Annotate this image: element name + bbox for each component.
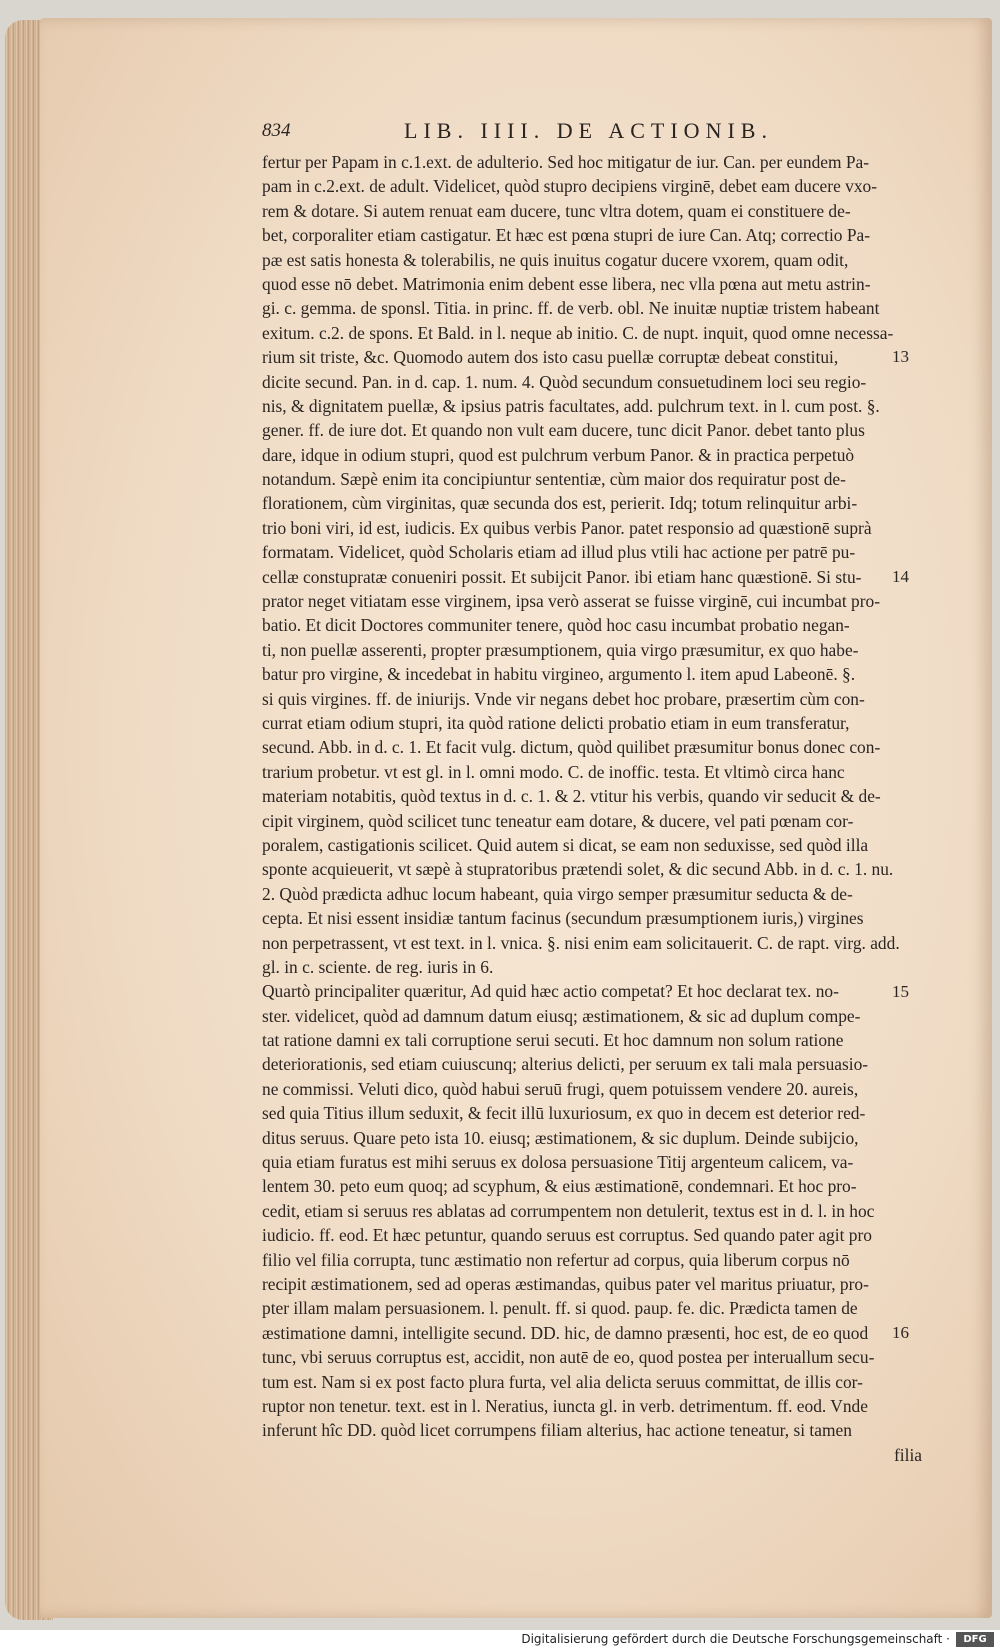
text-line: cellæ constupratæ conueniri possit. Et subijcit Panor. ibi etiam hanc quæstionē. Si stu-	[262, 566, 862, 587]
text-line: tat ratione damni ex tali corruptione serui secuti. Et hoc damnum non solum ratione	[262, 1030, 844, 1051]
text-line: dicite secund. Pan. in d. cap. 1. num. 4. Quòd secundum consuetudinem loci seu regio-	[262, 371, 867, 392]
page-number: 834	[262, 120, 291, 141]
text-line: cipit virginem, quòd scilicet tunc teneatur eam dotare, & ducere, vel pati pœnam cor-	[262, 810, 854, 831]
text-line: gener. ff. de iure dot. Et quando non vult eam ducere, tunc dicit Panor. debet tanto plus	[262, 420, 865, 441]
text-line: gi. c. gemma. de sponsl. Titia. in princ. ff. de verb. obl. Ne inuitæ nuptiæ tristem habeant	[262, 298, 880, 319]
text-line: pter illam malam persuasionem. l. penult. ff. si quod. paup. fe. dic. Prædicta tamen de	[262, 1298, 858, 1319]
text-line: filio vel filia corrupta, tunc æstimatio non refertur ad corpus, quia liberum corpus nō	[262, 1249, 850, 1270]
text-line: rium sit triste, &c. Quomodo autem dos isto casu puellæ corruptæ debeat constitui,	[262, 347, 839, 368]
text-line: rem & dotare. Si autem renuat eam ducere, tunc vltra dotem, quam ei constituere de-	[262, 200, 851, 221]
text-line: ti, non puellæ asserenti, propter præsumptionem, quia virgo præsumitur, ex quo habe-	[262, 639, 859, 660]
text-line: trio boni viri, id est, iudicis. Ex quibus verbis Panor. patet responsio ad quæstionē suprà	[262, 517, 872, 538]
text-line: ditus seruus. Quare peto ista 10. eiusq; æstimationem, & sic duplum. Deinde subijcio,	[262, 1127, 859, 1148]
text-line: batur pro virgine, & incedebat in habitu virgineo, argumento l. item apud Labeonē. §.	[262, 664, 856, 685]
text-line: æstimatione damni, intelligite secund. DD. hic, de damno præsenti, hoc est, de eo quod	[262, 1322, 869, 1343]
text-line: 2. Quòd prædicta adhuc locum habeant, quia virgo semper præsumitur seducta & de-	[262, 883, 853, 904]
text-line: quod esse nō debet. Matrimonia enim debent esse libera, nec vlla pœna aut metu astrin-	[262, 273, 871, 294]
footer-credit: Digitalisierung gefördert durch die Deutsche Forschungsgemeinschaft ·	[521, 1632, 950, 1646]
text-line: sponte acquieuerit, vt sæpè à stupratoribus prætendi solet, & dic secund Abb. in d. c. 1. nu.	[262, 859, 894, 880]
running-head: LIB. IIII. DE ACTIONIB.	[404, 118, 773, 143]
text-line: cedit, etiam si seruus res ablatas ad corrumpentem non detulerit, textus est in d. l. in hoc	[262, 1200, 875, 1221]
text-line: trarium probetur. vt est gl. in l. omni modo. C. de inoffic. testa. Et vltimò circa hanc	[262, 761, 845, 782]
text-line: florationem, cùm virginitas, quæ secunda dos est, perierit. Idq; totum relinquitur arbi-	[262, 493, 858, 514]
text-line: tunc, vbi seruus corruptus est, accidit, non autē de eo, quod postea per interuallum secu-	[262, 1347, 875, 1368]
text-line: ster. videlicet, quòd ad damnum datum eiusq; æstimationem, & sic ad duplum compe-	[262, 1005, 861, 1026]
text-line: gl. in c. sciente. de reg. iuris in 6.	[262, 956, 494, 977]
text-line: Quartò principaliter quæritur, Ad quid hæc actio competat? Et hoc declarat tex. no-	[262, 981, 839, 1002]
text-line: materiam notabitis, quòd textus in d. c. 1. & 2. vtitur his verbis, quando vir seducit & de-	[262, 786, 881, 807]
text-line: non perpetrassent, vt est text. in l. vnica. §. nisi enim eam solicitauerit. C. de rapt. virg. add.	[262, 932, 900, 953]
text-line: recipit æstimationem, sed ad operas æstimandas, quibus pater vel maritus priuatur, pro-	[262, 1273, 869, 1294]
text-line: deteriorationis, sed etiam cuiuscunq; alterius delicti, per seruum ex tali mala persuasio-	[262, 1054, 869, 1075]
text-line: cepta. Et nisi essent insidiæ tantum facinus (secundum præsumptionem iuris,) virgines	[262, 908, 864, 929]
text-line: sed quia Titius illum seduxit, & fecit illū luxuriosum, ex quo in decem est deterior red-	[262, 1103, 866, 1124]
text-line: si quis virgines. ff. de iniurijs. Vnde vir negans debet hoc probare, præsertim cùm con-	[262, 688, 865, 709]
text-line: dare, idque in odium stupri, quod est pulchrum verbum Panor. & in practica perpetuò	[262, 444, 855, 465]
page-header	[262, 118, 922, 146]
margin-note-number: 16	[892, 1323, 909, 1343]
text-line: prator neget vitiatam esse virginem, ipsa verò asserat se fuisse virginē, cui incumbat pro-	[262, 591, 880, 612]
text-line: tum est. Nam si ex post facto plura furta, vel alia delicta seruus committat, de illis cor-	[262, 1371, 863, 1392]
text-line: currat etiam odium stupri, ita quòd ratione delicti probatio etiam in eum transferatur,	[262, 712, 850, 733]
margin-note-number: 15	[892, 981, 909, 1001]
text-line: pæ est satis honesta & tolerabilis, ne quis inuitus cogatur ducere vxorem, quam odit,	[262, 249, 849, 270]
text-line: secund. Abb. in d. c. 1. Et facit vulg. dictum, quòd quilibet præsumitur bonus donec con-	[262, 737, 881, 758]
text-line: formatam. Videlicet, quòd Scholaris etiam ad illud plus vtili hac actione per patrē pu-	[262, 542, 856, 563]
body-text	[262, 150, 922, 1467]
margin-note-number: 14	[892, 566, 909, 586]
text-line: bet, corporaliter etiam castigatur. Et hæc est pœna stupri de iure Can. Atq; correctio Pa-	[262, 225, 871, 246]
text-line: ruptor non tenetur. text. est in l. Neratius, iuncta gl. in verb. detrimentum. ff. eod. Vnde	[262, 1395, 868, 1416]
text-line: quia etiam furatus est mihi seruus ex dolosa persuasione Titij argenteum calicem, va-	[262, 1152, 854, 1173]
text-line: nis, & dignitatem puellæ, & ipsius patris facultates, add. pulchrum text. in l. cum post. §.	[262, 395, 880, 416]
text-line: exitum. c.2. de spons. Et Bald. in l. neque ab initio. C. de nupt. inquit, quod omne necessa-	[262, 322, 894, 343]
text-line: pam in c.2.ext. de adult. Videlicet, quòd stupro decipiens virginē, debet eam ducere vxo-	[262, 176, 878, 197]
text-line: batio. Et dicit Doctores communiter tenere, quòd hoc casu incumbat probatio negan-	[262, 615, 850, 636]
text-line: notandum. Sæpè enim ita concipiuntur sententiæ, cùm maior dos requiratur post de-	[262, 469, 846, 490]
text-line: fertur per Papam in c.1.ext. de adulterio. Sed hoc mitigatur de iur. Can. per eundem Pa-	[262, 152, 870, 172]
digitization-footer	[0, 1630, 1000, 1650]
dfg-logo: DFG	[956, 1632, 994, 1647]
margin-note-number: 13	[892, 347, 909, 367]
text-line: inferunt hîc DD. quòd licet corrumpens filiam alterius, hac actione teneatur, si tamen	[262, 1420, 852, 1441]
catchword: filia	[893, 1444, 922, 1465]
text-line: poralem, castigationis scilicet. Quid autem si dicat, se eam non seduxisse, sed quòd illa	[262, 834, 869, 855]
text-line: lentem 30. peto eum quoq; ad scyphum, & eius æstimationē, condemnari. Et hoc pro-	[262, 1176, 857, 1197]
text-line: iudicio. ff. eod. Et hæc petuntur, quando seruus est corruptus. Sed quando pater agit pro	[262, 1225, 872, 1246]
text-line: ne commissi. Veluti dico, quòd habui seruū frugi, quem potuissem vendere 20. aureis,	[262, 1078, 859, 1099]
